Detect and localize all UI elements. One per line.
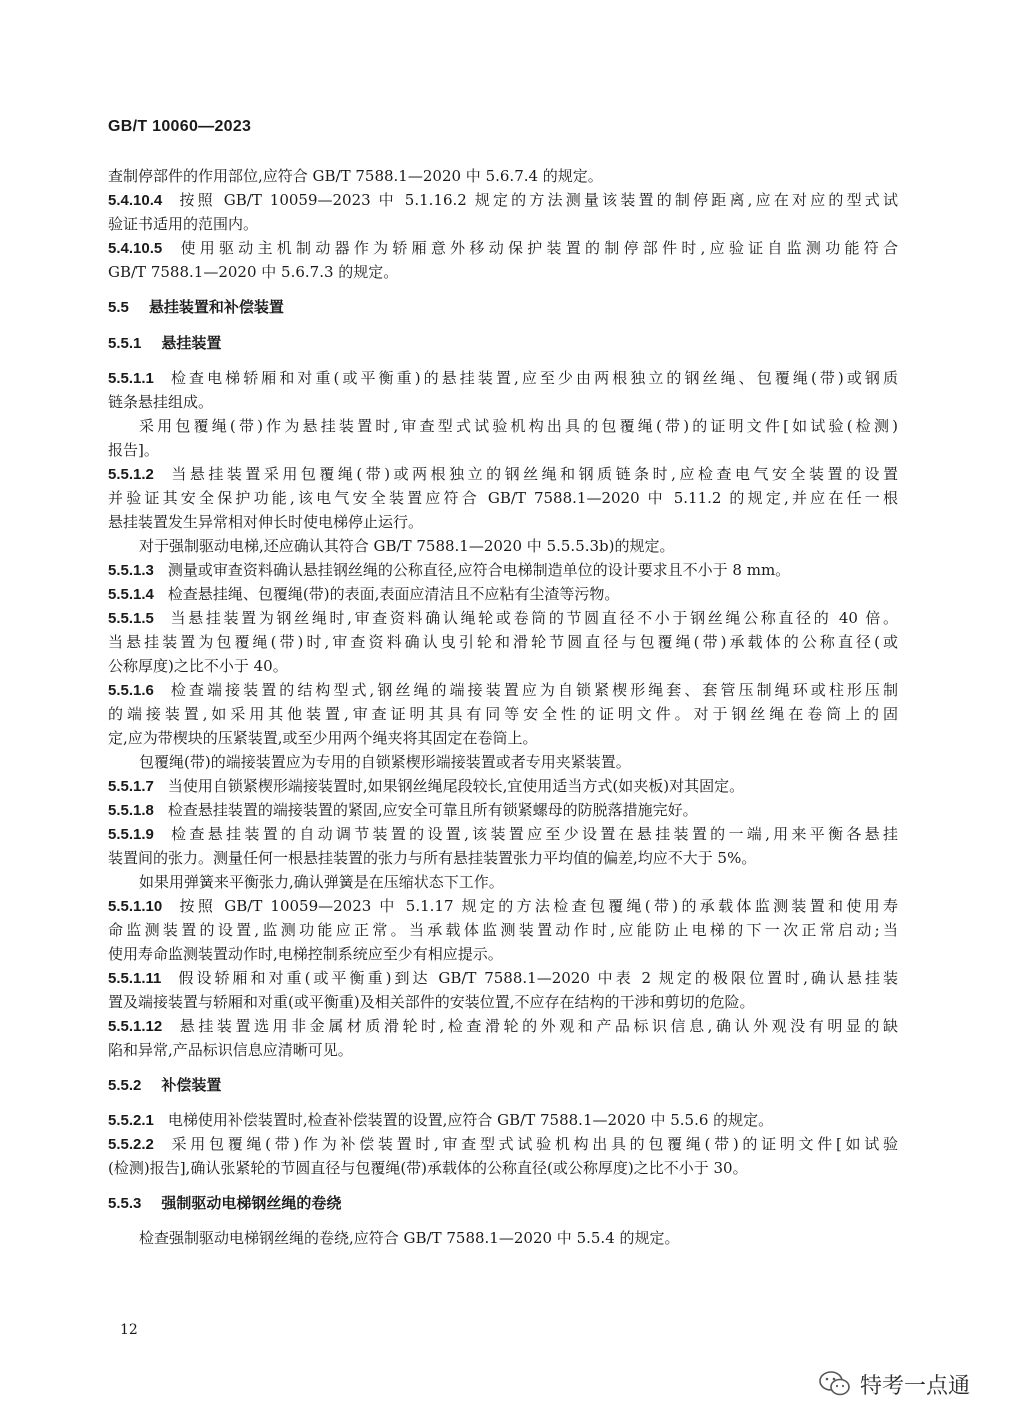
clause-number: 5.5.1.3	[108, 562, 154, 579]
clause-paragraph	[108, 366, 898, 414]
section-heading	[108, 1192, 898, 1216]
clause-text: 采用包覆绳(带)作为补偿装置时,审查型式试验机构出具的包覆绳(带)的证明文件[如试验	[167, 1135, 898, 1153]
page-number: 12	[120, 1322, 138, 1338]
clause-text: 采用包覆绳(带)作为悬挂装置时,审查型式试验机构出具的包覆绳(带)的证明文件[如试验(检测)	[139, 417, 898, 435]
text-line	[108, 1108, 898, 1132]
text-line	[108, 1132, 898, 1156]
text-line	[108, 462, 898, 486]
text-line	[108, 438, 898, 462]
clause-text: 包覆绳(带)的端接装置应为专用的自锁紧楔形端接装置或者专用夹紧装置。	[139, 753, 631, 771]
watermark-text: 特考一点通	[860, 1373, 971, 1399]
clause-paragraph	[108, 414, 898, 462]
text-line	[108, 990, 898, 1014]
clause-number: 5.5.1.1	[108, 370, 154, 387]
text-line	[108, 486, 898, 510]
text-line	[108, 164, 898, 188]
clause-paragraph	[108, 678, 898, 750]
section-title: 强制驱动电梯钢丝绳的卷绕	[161, 1195, 342, 1212]
clause-text: 检查悬挂装置的端接装置的紧固,应安全可靠且所有锁紧螺母的防脱落措施完好。	[167, 801, 698, 819]
clause-text: 检查端接装置的结构型式,钢丝绳的端接装置应为自锁紧楔形绳套、套管压制绳环或柱形压制	[167, 681, 898, 699]
clause-text: 如果用弹簧来平衡张力,确认弹簧是在压缩状态下工作。	[139, 873, 504, 891]
clause-paragraph	[108, 894, 898, 966]
text-line	[108, 894, 898, 918]
clause-text: 使用寿命监测装置动作时,电梯控制系统应至少有相应提示。	[108, 945, 503, 963]
clause-text: 假设轿厢和对重(或平衡重)到达 GB/T 7588.1—2020 中表 2 规定的极限位置时,确认悬挂装	[175, 969, 898, 987]
clause-text: 使用驱动主机制动器作为轿厢意外移动保护装置的制停部件时,应验证自监测功能符合	[176, 239, 898, 257]
section-title: 补偿装置	[161, 1077, 222, 1094]
text-line	[108, 366, 898, 390]
clause-number: 5.4.10.4	[108, 192, 163, 209]
clause-text: 查制停部件的作用部位,应符合 GB/T 7588.1—2020 中 5.6.7.4 的规定。	[108, 167, 603, 185]
wechat-icon	[818, 1369, 852, 1399]
clause-number: 5.5.1.6	[108, 682, 154, 699]
clause-text: 命监测装置的设置,监测功能应正常。当承载体监测装置动作时,应能防止电梯的下一次正常启动;当	[108, 921, 898, 939]
text-line	[108, 582, 898, 606]
clause-number: 5.5.1.8	[108, 802, 154, 819]
text-line	[108, 678, 898, 702]
clause-paragraph	[108, 1014, 898, 1062]
clause-text: 对于强制驱动电梯,还应确认其符合 GB/T 7588.1—2020 中 5.5.5.3b)的规定。	[139, 537, 675, 555]
text-line	[108, 510, 898, 534]
clause-paragraph	[108, 966, 898, 1014]
clause-text: 按照 GB/T 10059—2023 中 5.1.17 规定的方法检查包覆绳(带)的承载体监测装置和使用寿	[176, 897, 898, 915]
text-line	[108, 918, 898, 942]
clause-text: 置及端接装置与轿厢和对重(或平衡重)及相关部件的安装位置,不应存在结构的干涉和剪切的危险。	[108, 993, 755, 1011]
clause-number: 5.5.1.4	[108, 586, 154, 603]
clause-paragraph	[108, 582, 898, 606]
text-line	[108, 798, 898, 822]
clause-text: 当悬挂装置为包覆绳(带)时,审查资料确认曳引轮和滑轮节圆直径与包覆绳(带)承载体的公称直径(或	[108, 633, 898, 651]
clause-text: 检查悬挂装置的自动调节装置的设置,该装置应至少设置在悬挂装置的一端,用来平衡各悬挂	[167, 825, 898, 843]
clause-paragraph	[108, 1132, 898, 1180]
clause-text: 陷和异常,产品标识信息应清晰可见。	[108, 1041, 353, 1059]
text-line	[108, 260, 898, 284]
clause-text: 定,应为带楔块的压紧装置,或至少用两个绳夹将其固定在卷筒上。	[108, 729, 538, 747]
text-line	[108, 558, 898, 582]
document-body	[108, 164, 898, 1250]
text-line	[108, 188, 898, 212]
text-line	[108, 942, 898, 966]
clause-number: 5.5.1.7	[108, 778, 154, 795]
section-heading	[108, 1074, 898, 1098]
text-line	[108, 774, 898, 798]
clause-paragraph	[108, 750, 898, 774]
text-line	[108, 1156, 898, 1180]
clause-text: 验证书适用的范围内。	[108, 215, 259, 233]
text-line	[108, 212, 898, 236]
clause-text: 报告]。	[108, 441, 159, 459]
clause-paragraph	[108, 798, 898, 822]
clause-text: 悬挂装置发生异常相对伸长时使电梯停止运行。	[108, 513, 424, 531]
clause-paragraph	[108, 870, 898, 894]
clause-text: 按照 GB/T 10059—2023 中 5.1.16.2 规定的方法测量该装置的制停距离,应在对应的型式试	[176, 191, 898, 209]
clause-paragraph	[108, 462, 898, 534]
clause-paragraph	[108, 164, 898, 188]
wechat-watermark	[818, 1366, 970, 1402]
text-line	[108, 606, 898, 630]
clause-text: 电梯使用补偿装置时,检查补偿装置的设置,应符合 GB/T 7588.1—2020 中 5.5.6 的规定。	[167, 1111, 774, 1129]
text-line	[108, 236, 898, 260]
text-line	[108, 702, 898, 726]
clause-number: 5.5.2.1	[108, 1112, 154, 1129]
clause-text: GB/T 7588.1—2020 中 5.6.7.3 的规定。	[108, 263, 399, 281]
clause-number: 5.5.1.9	[108, 826, 154, 843]
text-line	[108, 654, 898, 678]
clause-text: (检测)报告],确认张紧轮的节圆直径与包覆绳(带)承载体的公称直径(或公称厚度)之比不小于 30。	[108, 1159, 748, 1177]
clause-paragraph	[108, 822, 898, 870]
clause-text: 公称厚度)之比不小于 40。	[108, 657, 288, 675]
clause-number: 5.5.1.10	[108, 898, 163, 915]
clause-text: 当悬挂装置为钢丝绳时,审查资料确认绳轮或卷筒的节圆直径不小于钢丝绳公称直径的 40 倍。	[167, 609, 898, 627]
clause-paragraph	[108, 1226, 898, 1250]
clause-number: 5.5.1.5	[108, 610, 154, 627]
standard-code-header: GB/T 10060—2023	[108, 118, 252, 135]
text-line	[108, 966, 898, 990]
clause-paragraph	[108, 236, 898, 284]
clause-text: 检查强制驱动电梯钢丝绳的卷绕,应符合 GB/T 7588.1—2020 中 5.5.4 的规定。	[139, 1229, 680, 1247]
clause-number: 5.5.1.2	[108, 466, 154, 483]
text-line	[108, 414, 898, 438]
clause-number: 5.5.2.2	[108, 1136, 154, 1153]
clause-number: 5.5.1.12	[108, 1018, 163, 1035]
clause-text: 悬挂装置选用非金属材质滑轮时,检查滑轮的外观和产品标识信息,确认外观没有明显的缺	[176, 1017, 898, 1035]
clause-number: 5.4.10.5	[108, 240, 163, 257]
clause-paragraph	[108, 1108, 898, 1132]
section-heading	[108, 296, 898, 320]
clause-paragraph	[108, 774, 898, 798]
clause-text: 检查电梯轿厢和对重(或平衡重)的悬挂装置,应至少由两根独立的钢丝绳、包覆绳(带)或钢质	[167, 369, 898, 387]
clause-paragraph	[108, 558, 898, 582]
clause-text: 的端接装置,如采用其他装置,审查证明其具有同等安全性的证明文件。对于钢丝绳在卷筒上的固	[108, 705, 898, 723]
section-number: 5.5	[108, 299, 129, 316]
text-line	[108, 822, 898, 846]
clause-number: 5.5.1.11	[108, 970, 162, 987]
text-line	[108, 390, 898, 414]
clause-paragraph	[108, 188, 898, 236]
section-number: 5.5.2	[108, 1077, 142, 1094]
clause-text: 链条悬挂组成。	[108, 393, 214, 411]
text-line	[108, 726, 898, 750]
text-line	[108, 750, 898, 774]
clause-paragraph	[108, 534, 898, 558]
clause-text: 检查悬挂绳、包覆绳(带)的表面,表面应清洁且不应粘有尘渣等污物。	[167, 585, 620, 603]
text-line	[108, 1014, 898, 1038]
section-title: 悬挂装置	[161, 335, 222, 352]
section-heading	[108, 332, 898, 356]
section-number: 5.5.3	[108, 1195, 142, 1212]
section-number: 5.5.1	[108, 335, 142, 352]
section-title: 悬挂装置和补偿装置	[148, 299, 284, 316]
text-line	[108, 1226, 898, 1250]
text-line	[108, 1038, 898, 1062]
clause-text: 测量或审查资料确认悬挂钢丝绳的公称直径,应符合电梯制造单位的设计要求且不小于 8 mm。	[167, 561, 791, 579]
clause-text: 当悬挂装置采用包覆绳(带)或两根独立的钢丝绳和钢质链条时,应检查电气安全装置的设置	[167, 465, 898, 483]
text-line	[108, 846, 898, 870]
clause-text: 当使用自锁紧楔形端接装置时,如果钢丝绳尾段较长,宜使用适当方式(如夹板)对其固定。	[167, 777, 745, 795]
clause-text: 并验证其安全保护功能,该电气安全装置应符合 GB/T 7588.1—2020 中 5.11.2 的规定,并应在任一根	[108, 489, 898, 507]
clause-paragraph	[108, 606, 898, 678]
text-line	[108, 534, 898, 558]
clause-text: 装置间的张力。测量任何一根悬挂装置的张力与所有悬挂装置张力平均值的偏差,均应不大于 5%。	[108, 849, 757, 867]
text-line	[108, 630, 898, 654]
text-line	[108, 870, 898, 894]
